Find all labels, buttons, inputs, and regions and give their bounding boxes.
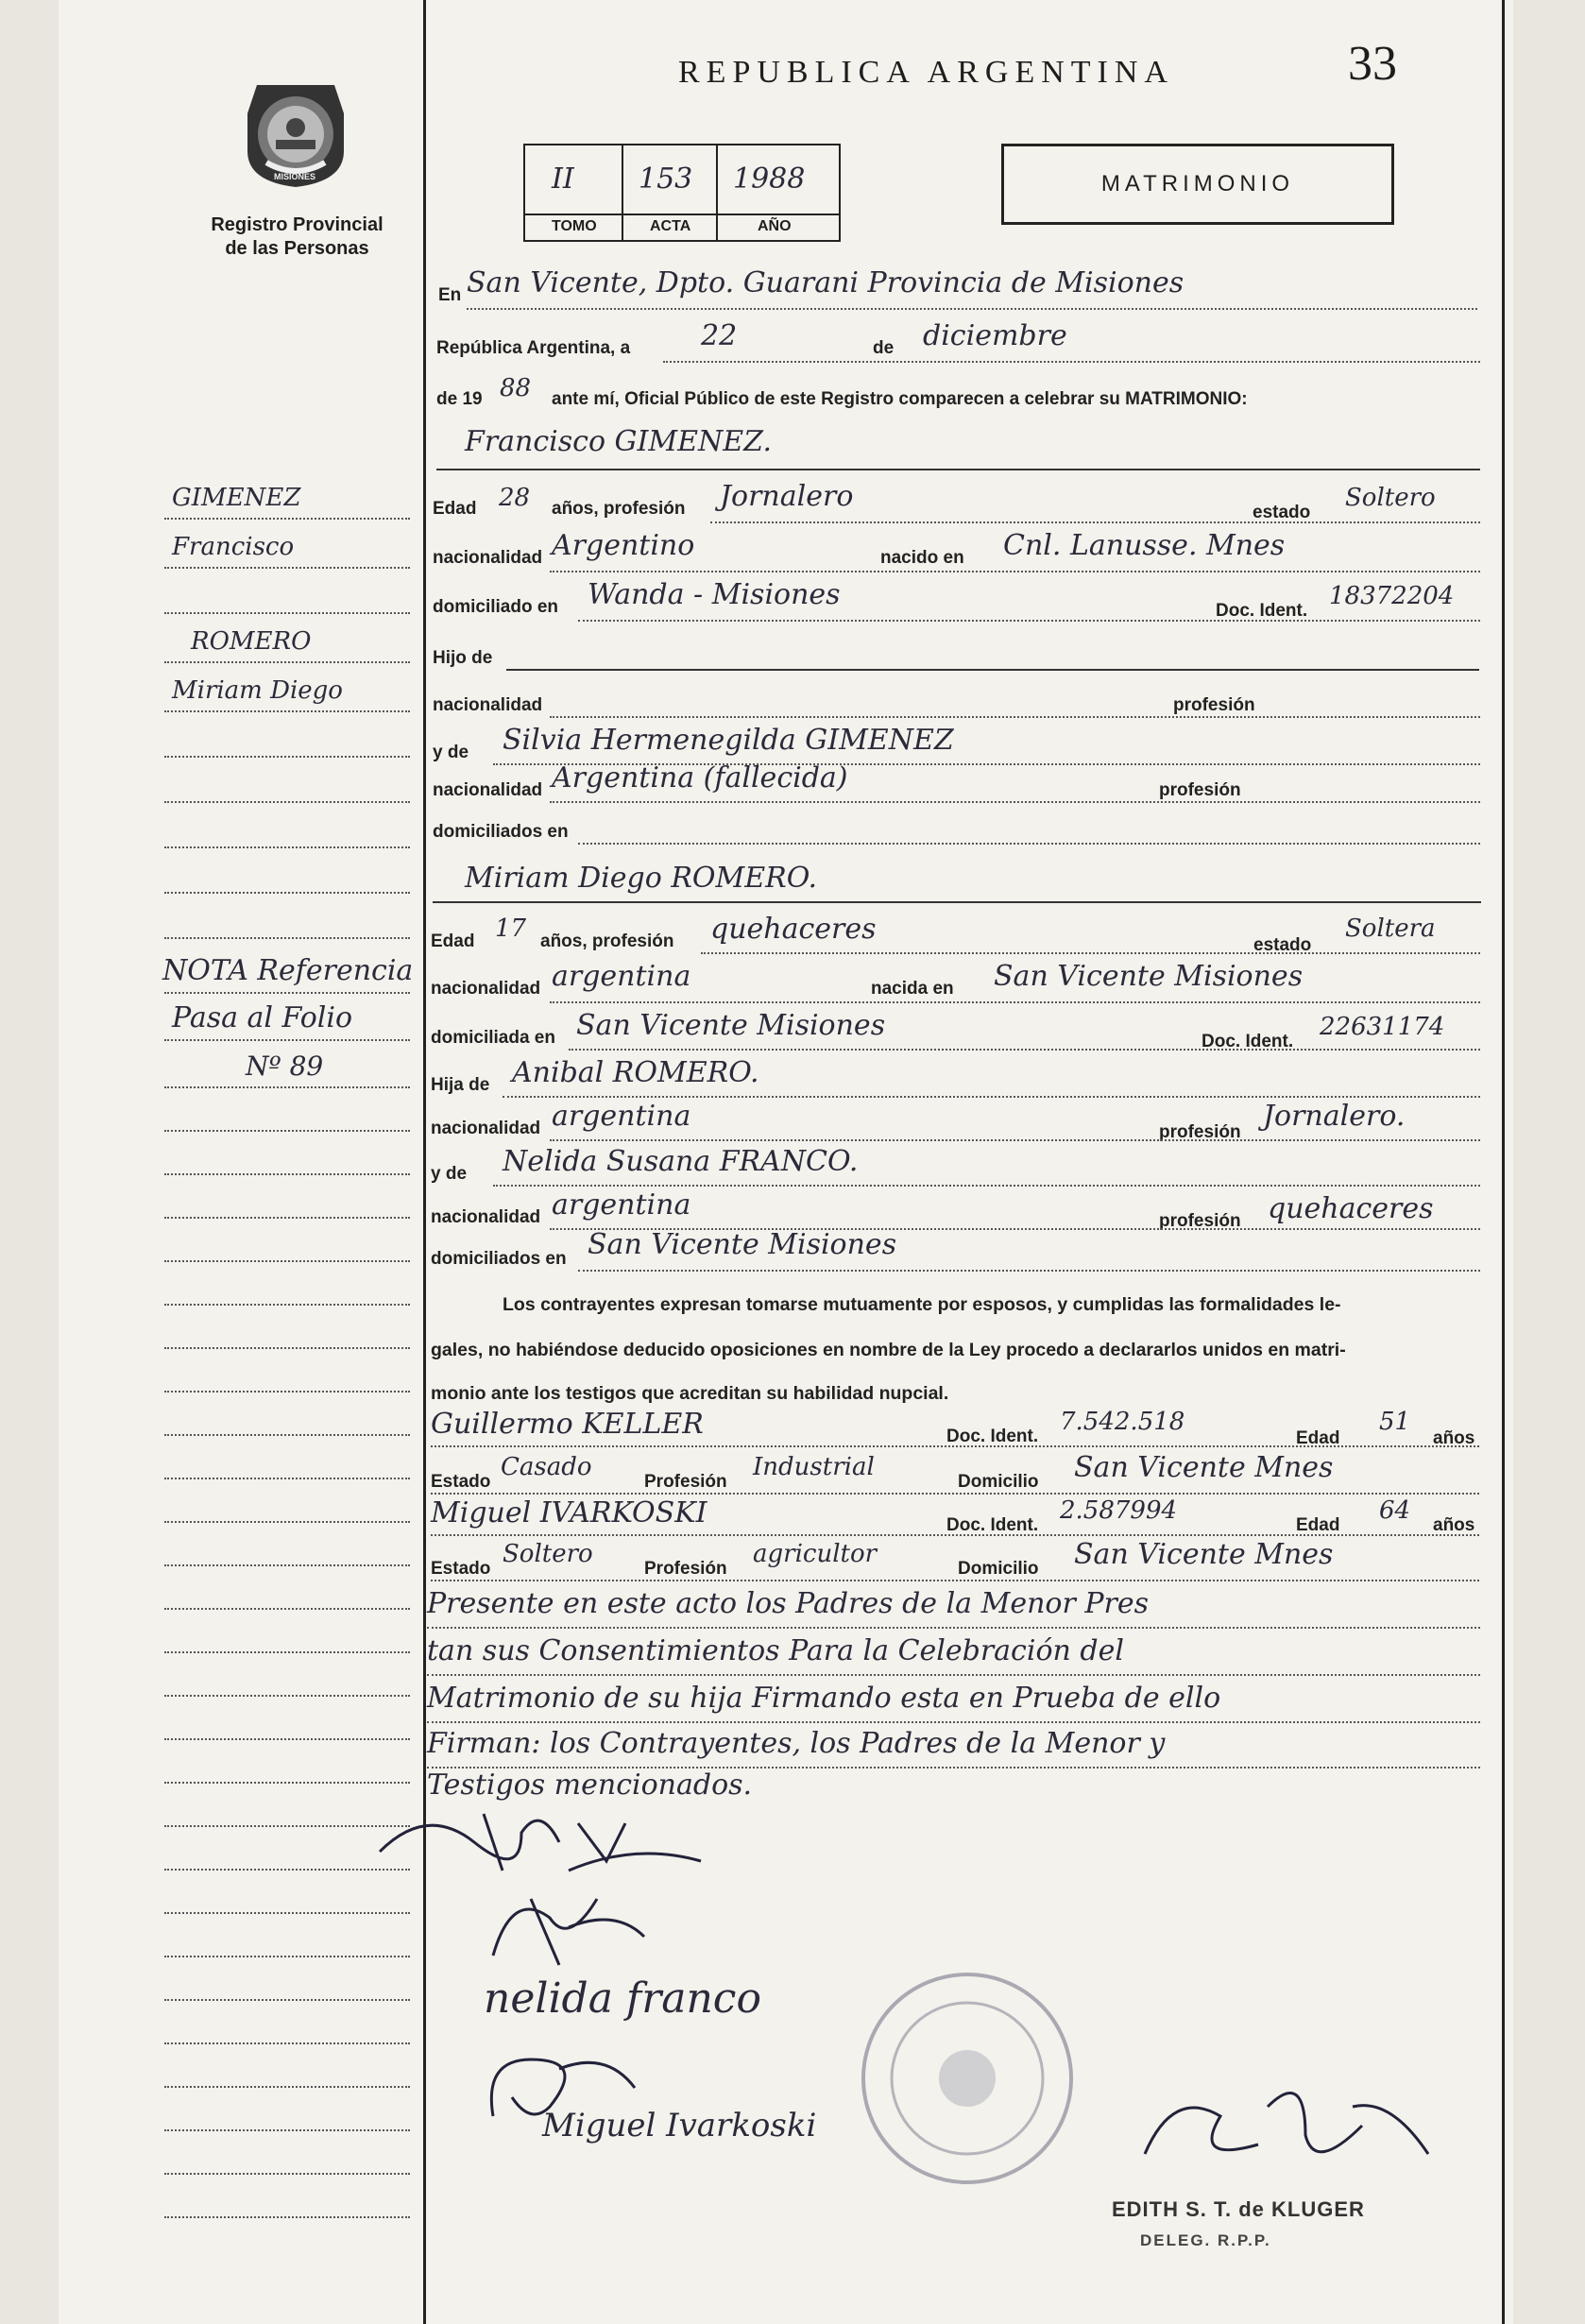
day-value: 22 — [701, 319, 738, 352]
margin-rule — [164, 1651, 410, 1653]
year-prefix: de 19 — [436, 389, 483, 409]
right-edge-rule — [1502, 0, 1505, 2324]
groom-madre-nac-label: nacionalidad — [433, 780, 543, 800]
box-divider — [622, 145, 623, 240]
bride-nacida-label: nacida en — [871, 979, 954, 999]
rule — [431, 1493, 1479, 1495]
margin-rule — [164, 1912, 410, 1914]
margin-rule — [164, 661, 410, 663]
act-type: MATRIMONIO — [1100, 171, 1295, 197]
bride-signature-icon — [474, 1880, 663, 1974]
bride-madre-prof-value: quehaceres — [1268, 1192, 1434, 1225]
declaration-line1: Los contrayentes expresan tomarse mutuamente por esposos, y cumplidas las formalidades le- — [503, 1294, 1341, 1315]
bride-doc-value: 22631174 — [1320, 1013, 1445, 1041]
margin-rule — [164, 1521, 410, 1523]
groom-edad-value: 28 — [499, 484, 531, 512]
box-divider — [525, 214, 839, 215]
groom-nacido-value: Cnl. Lanusse. Mnes — [1003, 529, 1286, 562]
ano-label: AÑO — [758, 218, 792, 234]
margin-rule — [164, 1086, 410, 1088]
margin-rule — [164, 1260, 410, 1262]
groom-doc-label: Doc. Ident. — [1216, 601, 1308, 621]
witness1-domicilio-label: Domicilio — [958, 1472, 1039, 1492]
groom-madre-prof-label: profesión — [1159, 780, 1241, 800]
margin-rule — [164, 756, 410, 758]
margin-rule — [164, 1695, 410, 1697]
margin-rule — [164, 710, 410, 712]
margin-rule — [164, 2216, 410, 2218]
margin-rule — [164, 1956, 410, 1957]
declaration-line3: monio ante los testigos que acreditan su habilidad nupcial. — [431, 1383, 949, 1404]
groom-doc-value: 18372204 — [1329, 582, 1455, 610]
margin-rule — [164, 1999, 410, 2001]
margin-rule — [164, 1347, 410, 1349]
groom-domiciliado-label: domiciliado en — [433, 597, 559, 617]
witness1-doc-value: 7.542.518 — [1060, 1408, 1185, 1436]
witness2-doc-value: 2.587994 — [1060, 1496, 1178, 1525]
margin-rule — [164, 567, 410, 569]
witness2-estado-value: Soltero — [503, 1540, 593, 1568]
tomo-label: TOMO — [552, 218, 597, 234]
groom-name: Francisco GIMENEZ. — [465, 425, 772, 458]
witness2-estado-label: Estado — [431, 1559, 491, 1579]
bride-doc-label: Doc. Ident. — [1202, 1032, 1294, 1051]
groom-madre-nac-value: Argentina (fallecida) — [552, 761, 848, 795]
witness1-edad-value: 51 — [1379, 1408, 1411, 1436]
groom-nacionalidad-label: nacionalidad — [433, 548, 543, 568]
registry-name — [200, 214, 394, 261]
place-value: San Vicente, Dpto. Guarani Provincia de Misiones — [467, 266, 1184, 299]
witness2-name: Miguel IVARKOSKI — [431, 1496, 707, 1529]
de-label: de — [873, 338, 895, 358]
bride-domiciliada-label: domiciliada en — [431, 1028, 555, 1048]
record-index-box — [523, 144, 841, 242]
witness1-profesion-label: Profesión — [644, 1472, 727, 1492]
margin-rule — [164, 1782, 410, 1784]
bride-padre-prof-label: profesión — [1159, 1122, 1241, 1142]
bride-madre-nac-value: argentina — [552, 1188, 691, 1222]
margin-rule — [164, 1738, 410, 1740]
bride-domiciliados-label: domiciliados en — [431, 1249, 567, 1269]
bride-anos-profesion-label: años, profesión — [540, 931, 674, 951]
official-stamp-sub: DELEG. R.P.P. — [1140, 2231, 1271, 2249]
rule — [550, 571, 1480, 572]
bride-yde-label: y de — [431, 1164, 468, 1184]
seal-caption: MISIONES — [274, 172, 316, 181]
rule — [578, 1270, 1480, 1272]
groom-edad-label: Edad — [433, 499, 477, 519]
bride-estado-label: estado — [1253, 935, 1312, 955]
page-number: 33 — [1348, 37, 1397, 91]
margin-rule — [164, 612, 410, 614]
rule — [578, 843, 1480, 845]
groom-domiciliado-value: Wanda - Misiones — [588, 578, 841, 611]
nelida-signature: nelida franco — [484, 1974, 761, 2023]
margin-first-groom: Francisco — [172, 533, 295, 561]
margin-ref-line3: Nº 89 — [246, 1051, 324, 1082]
bride-padre-value: Anibal ROMERO. — [512, 1056, 759, 1089]
witness2-domicilio-label: Domicilio — [958, 1559, 1039, 1579]
rule — [550, 801, 1480, 803]
groom-estado-label: estado — [1253, 503, 1311, 522]
bride-estado-value: Soltera — [1345, 914, 1436, 943]
bride-padre-nac-label: nacionalidad — [431, 1119, 541, 1138]
rule — [493, 1185, 1480, 1187]
rule — [550, 1139, 1480, 1141]
witness2-profesion-value: agricultor — [753, 1540, 878, 1568]
tomo-value: II — [552, 162, 574, 196]
bride-hija-label: Hija de — [431, 1075, 490, 1095]
year-value: 88 — [500, 374, 532, 402]
witness2-anos-label: años — [1433, 1515, 1475, 1535]
ano-value: 1988 — [733, 162, 806, 196]
registry-line1: Registro Provincial — [211, 214, 383, 235]
margin-rule — [164, 2173, 410, 2175]
bride-madre-nac-label: nacionalidad — [431, 1207, 541, 1227]
rule — [550, 716, 1480, 718]
official-stamp-icon — [854, 1965, 1081, 2192]
rule — [701, 952, 1480, 954]
bride-name: Miriam Diego ROMERO. — [465, 862, 818, 895]
margin-rule — [164, 1391, 410, 1393]
witness2-profesion-label: Profesión — [644, 1559, 727, 1579]
rule — [506, 669, 1479, 671]
margin-rule — [164, 1304, 410, 1306]
witness2-edad-label: Edad — [1296, 1515, 1340, 1535]
groom-domiciliados-label: domiciliados en — [433, 822, 569, 842]
acta-value: 153 — [639, 162, 693, 196]
witness1-profesion-value: Industrial — [753, 1453, 875, 1481]
registry-line2: de las Personas — [225, 238, 369, 259]
margin-surname-groom: GIMENEZ — [172, 484, 301, 512]
margin-rule — [164, 1608, 410, 1610]
bride-nacionalidad-label: nacionalidad — [431, 979, 541, 999]
rule — [431, 1534, 1479, 1536]
republica-label: República Argentina, a — [436, 338, 631, 358]
witness2-doc-label: Doc. Ident. — [946, 1515, 1039, 1535]
rule — [569, 1049, 1480, 1051]
witness1-doc-label: Doc. Ident. — [946, 1427, 1039, 1446]
witness1-anos-label: años — [1433, 1428, 1475, 1448]
witness2-domicilio-value: San Vicente Mnes — [1074, 1538, 1334, 1571]
groom-name-rule — [436, 469, 1480, 470]
rule — [427, 1721, 1480, 1723]
acta-label: ACTA — [650, 218, 691, 234]
notes-line1: Presente en este acto los Padres de la Menor Pres — [427, 1587, 1150, 1620]
groom-yde-label: y de — [433, 743, 469, 762]
bride-madre-prof-label: profesión — [1159, 1211, 1241, 1231]
margin-first-bride: Miriam Diego — [172, 676, 343, 705]
official-signature-icon — [1116, 2069, 1457, 2211]
margin-rule — [164, 1173, 410, 1175]
notes-line4: Firman: los Contrayentes, los Padres de la Menor y — [427, 1727, 1166, 1760]
margin-rule — [164, 801, 410, 803]
official-stamp-name: EDITH S. T. de KLUGER — [1112, 2197, 1365, 2221]
margin-rule — [164, 1217, 410, 1219]
bride-name-rule — [433, 901, 1481, 903]
margin-rule — [164, 1434, 410, 1436]
groom-padre-nac-label: nacionalidad — [433, 695, 543, 715]
bride-nacionalidad-value: argentina — [552, 960, 691, 993]
groom-nacido-label: nacido en — [880, 548, 964, 568]
en-label: En — [438, 285, 462, 305]
margin-rule — [164, 1478, 410, 1479]
witness2-edad-value: 64 — [1379, 1496, 1411, 1525]
witness1-domicilio-value: San Vicente Mnes — [1074, 1451, 1334, 1484]
notes-line3: Matrimonio de su hija Firmando esta en Prueba de ello — [427, 1682, 1221, 1715]
bride-profesion-value: quehaceres — [710, 913, 877, 946]
margin-surname-bride: ROMERO — [191, 627, 312, 656]
margin-rule — [164, 1130, 410, 1132]
margin-ref-line2: Pasa al Folio — [172, 1001, 353, 1034]
groom-madre-value: Silvia Hermenegilda GIMENEZ — [503, 724, 954, 757]
rule — [427, 1627, 1480, 1629]
bride-domiciliada-value: San Vicente Misiones — [576, 1009, 886, 1042]
bride-padre-prof-value: Jornalero. — [1263, 1100, 1406, 1133]
margin-rule — [164, 2086, 410, 2088]
groom-hijo-label: Hijo de — [433, 648, 493, 668]
declaration-line2: gales, no habiéndose deducido oposiciones en nombre de la Ley procedo a declararlos unidos en matri- — [431, 1340, 1346, 1360]
margin-rule — [164, 992, 410, 994]
groom-nacionalidad-value: Argentino — [552, 529, 695, 562]
margin-rule — [164, 846, 410, 848]
month-value: diciembre — [923, 319, 1067, 352]
country-title: REPUBLICA ARGENTINA — [678, 55, 1174, 90]
ante-text: ante mí, Oficial Público de este Registro comparecen a celebrar su MATRIMONIO: — [552, 389, 1248, 409]
groom-signature-icon — [370, 1786, 710, 1889]
miguel-signature: Miguel Ivarkoski — [542, 2107, 817, 2145]
bride-edad-value: 17 — [495, 914, 527, 943]
margin-rule — [164, 937, 410, 939]
margin-rule — [164, 518, 410, 520]
rule — [710, 521, 1480, 523]
witness1-name: Guillermo KELLER — [431, 1408, 704, 1441]
margin-rule — [164, 2042, 410, 2044]
groom-padre-prof-label: profesión — [1173, 695, 1255, 715]
margin-rule — [164, 892, 410, 894]
groom-estado-value: Soltero — [1345, 484, 1436, 512]
rule — [550, 1001, 1480, 1003]
rule — [503, 1096, 1480, 1098]
margin-rule — [164, 1825, 410, 1827]
bride-nacida-value: San Vicente Misiones — [994, 960, 1304, 993]
bride-edad-label: Edad — [431, 931, 475, 951]
witness1-estado-value: Casado — [501, 1453, 592, 1481]
document-page — [59, 0, 1513, 2324]
groom-profesion-value: Jornalero — [720, 480, 854, 513]
margin-ref-line1: NOTA Referencia — [162, 954, 414, 987]
notes-line2: tan sus Consentimientos Para la Celebración del — [427, 1634, 1124, 1667]
bride-domiciliados-value: San Vicente Misiones — [588, 1228, 897, 1261]
rule — [467, 308, 1477, 310]
box-divider — [716, 145, 718, 240]
margin-rule — [164, 2129, 410, 2131]
witness1-estado-label: Estado — [431, 1472, 491, 1492]
rule — [578, 620, 1480, 622]
rule — [663, 361, 1480, 363]
witness1-edad-label: Edad — [1296, 1428, 1340, 1448]
groom-anos-profesion-label: años, profesión — [552, 499, 686, 519]
rule — [431, 1445, 1479, 1447]
rule — [427, 1674, 1480, 1676]
margin-rule — [164, 1869, 410, 1871]
rule — [431, 1580, 1479, 1581]
margin-rule — [164, 1564, 410, 1566]
bride-padre-nac-value: argentina — [552, 1100, 691, 1133]
act-type-box — [1001, 144, 1394, 225]
margin-rule — [164, 1039, 410, 1041]
margin-rule — [423, 0, 426, 2324]
bride-madre-value: Nelida Susana FRANCO. — [503, 1145, 859, 1178]
notes-line5: Testigos mencionados. — [427, 1769, 753, 1802]
